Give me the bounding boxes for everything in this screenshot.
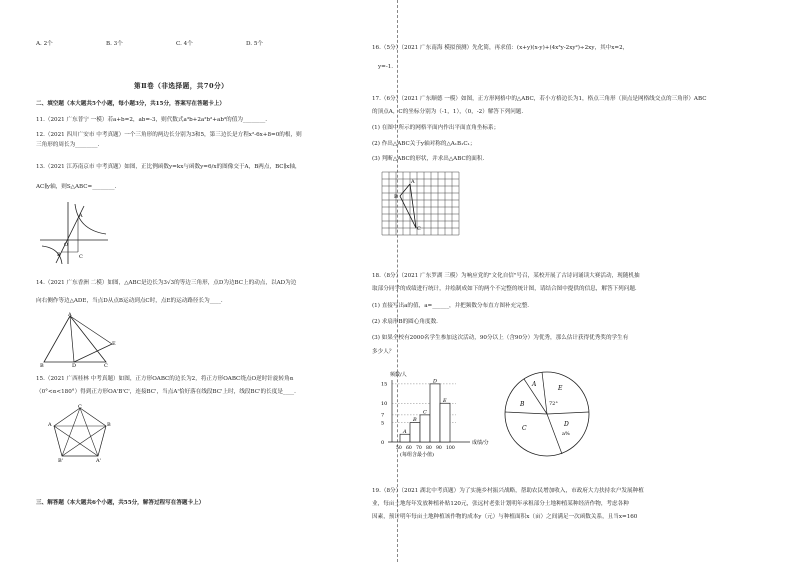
question-17-part1: (1) 在图中所示的网格平面内作出平面直角坐标系；	[372, 125, 500, 131]
histogram-bar	[440, 403, 450, 442]
histogram-bar	[430, 384, 440, 442]
question-17-part2: (2) 作出△ABC关于y轴对称的△A₁B₁C₁；	[372, 141, 476, 147]
svg-text:O: O	[64, 242, 69, 248]
histogram-bar-label: A	[403, 428, 407, 435]
question-19-line1: 19.（8分）（2021 湖北中考真题）为了实施乡村振兴战略，帮助农民增加收入，市政府大力扶持农户发展种植	[372, 488, 644, 494]
pie-label-e: E	[558, 385, 563, 392]
histogram-y-tick: 10	[381, 401, 388, 408]
histogram-bar-label: C	[423, 409, 427, 416]
histogram-bar-label: E	[443, 397, 447, 404]
histogram-bar-label: B	[413, 417, 417, 424]
column-divider	[397, 0, 398, 562]
svg-text:B: B	[57, 252, 61, 258]
section3-heading: 三、解答题（本大题共6个小题，共55分，解答过程写在答题卡上）	[36, 500, 205, 506]
svg-text:C: C	[79, 254, 83, 260]
pie-label-b: B	[520, 401, 525, 408]
q14-triangle-figure	[40, 312, 120, 368]
svg-text:A: A	[411, 179, 415, 185]
question-19-line2: 业，每亩土地每年发放种植补贴120元，张远村老张计划明年承租部分土地种植某种经济作物，考虑各种	[372, 501, 629, 507]
pie-label-a: A	[532, 381, 537, 388]
question-18-part3-line1: (3) 如果全校有2000名学生参加这次活动，90分以上（含90分）为优秀，那么估计获得优秀奖的学生有	[372, 335, 629, 341]
svg-text:A: A	[48, 422, 52, 428]
svg-text:B: B	[394, 194, 398, 200]
option-d: D. 5个	[246, 41, 263, 47]
svg-text:C: C	[78, 404, 82, 410]
question-17-part3: (3) 判断△ABC的形状，并求出△ABC的面积.	[372, 156, 485, 162]
svg-text:B': B'	[58, 458, 64, 464]
question-15-line2: （0°<α<180°）得到正方形OA'B'C'，连接BC'，当点A'恰好落在线段BC'上时，线段BC'的长度是____.	[36, 389, 296, 395]
histogram-x-tick: 90	[436, 446, 442, 451]
question-17-line1: 17.（6分）（2021 广东顺德 一模）如图，正方形网格中的△ABC，若小方格边长为1，格点三角形（顶点是网格线交点的三角形）ABC	[372, 96, 707, 102]
histogram-y-tick: 15	[381, 381, 388, 388]
histogram-xlabel: 成绩/分	[472, 440, 489, 446]
question-16-line1: 16.（5分）（2021 广东南海 模拟预测）先化简，再求值：(x+y)(x-y)+(4x³y-2xy²)÷2xy，其中x=2，	[372, 45, 629, 51]
histogram-x-tick: 50	[396, 446, 402, 451]
histogram-bar	[400, 434, 410, 442]
histogram-y-tick: 5	[381, 420, 385, 427]
question-13-line2: AC∥y轴，则S△ABC=________.	[36, 184, 117, 190]
svg-text:E: E	[112, 341, 116, 347]
svg-text:A: A	[68, 312, 72, 318]
q17-grid-figure	[380, 170, 464, 242]
question-11: 11.（2021 广东普宁 一模）若a+b=2，ab=-3，则代数式a³b+2a²b²+ab³的值为________.	[36, 117, 268, 123]
histogram-x-tick: 60	[406, 446, 412, 451]
question-18-line2: 取部分同学的成绩进行统计，并绘制成如下的两个不完整的统计图，请结合图中提供的信息，解答下列问题.	[372, 286, 637, 292]
question-16-line2: y=-1.	[378, 64, 394, 70]
option-c: C. 4个	[176, 41, 193, 47]
histogram-y-tick: 0	[381, 439, 385, 446]
pie-label-d: D	[564, 421, 569, 428]
pie-chart	[502, 368, 592, 460]
q13-graph-figure	[38, 200, 110, 266]
pie-label-percent: a%	[562, 431, 570, 437]
svg-text:C: C	[417, 226, 421, 232]
svg-text:A': A'	[96, 458, 101, 464]
option-a: A. 2个	[36, 41, 53, 47]
q15-square-figure	[40, 404, 120, 464]
question-18-part3-line2: 多少人？	[372, 349, 395, 355]
question-12-line1: 12.（2021 四川广安市 中考真题）一个三角形的两边长分别为3和5，第三边长是方程x²-6x+8=0的根，则	[36, 132, 302, 138]
question-18-line1: 18.（8分）（2021 广东罗湖 三模）为响应党的"文化自信"号召，某校开展了古诗词诵读大赛活动，现随机抽	[372, 273, 640, 279]
part2-title: 第Ⅱ卷（非选择题，共70分）	[134, 82, 229, 90]
histogram-y-tick: 7	[381, 412, 385, 419]
question-12-line2: 三角形的周长为________.	[36, 142, 100, 148]
svg-text:B: B	[40, 363, 44, 368]
histogram-bar-label: D	[433, 378, 438, 385]
histogram-x-tick: 80	[426, 446, 432, 451]
question-14-line1: 14.（2021 广东香洲 二模）如图，△ABC是边长为3√3的等边三角形，点D为边BC上的动点，以AD为边	[36, 280, 297, 286]
pie-label-c: C	[522, 425, 527, 432]
histogram-x-tick: 70	[416, 446, 422, 451]
histogram-chart	[378, 368, 498, 460]
question-15-line1: 15.（2021 广西桂林 中考真题）如图，正方形OABC的边长为2，将正方形OABC绕点O逆时针旋转角α	[36, 376, 294, 382]
histogram-bar	[420, 415, 430, 442]
question-19-line3: 因素，预计明年每亩土地种植该作物的成本y（元）与种植面积x（亩）之间满足一次函数关系，且当x=160	[372, 514, 638, 520]
histogram-bar	[410, 423, 420, 442]
svg-text:B: B	[107, 422, 111, 428]
option-b: B. 3个	[106, 41, 123, 47]
question-17-line2: 的顶点A，C的坐标分别为（-1，1），（0，-2）解答下列问题.	[372, 109, 524, 115]
histogram-caption: (每组含最小值)	[400, 452, 434, 458]
answer-options-row	[36, 40, 263, 48]
question-13-line1: 13.（2021 江苏南京市 中考真题）如图，正比例函数y=kx与函数y=6/x的图像交于A，B两点，BC∥x轴，	[36, 164, 301, 170]
pie-label-angle: 72°	[549, 401, 558, 407]
histogram-ylabel: 频数/人	[390, 372, 407, 378]
question-18-part1: (1) 直接写出a的值，a=______，并把频数分布直方图补充完整.	[372, 303, 530, 309]
histogram-x-tick: 100	[446, 446, 455, 451]
question-14-line2: 向右侧作等边△ADE，当点D从点B运动到点C时，点E的运动路径长为____.	[36, 298, 223, 304]
section2-heading: 二、填空题（本大题共5个小题，每小题3分，共15分，答案写在答题卡上）	[36, 101, 225, 107]
svg-text:C: C	[104, 363, 108, 368]
question-18-part2: (2) 求扇形B的圆心角度数.	[372, 319, 438, 325]
svg-text:D: D	[72, 363, 77, 368]
svg-text:A: A	[79, 213, 83, 219]
